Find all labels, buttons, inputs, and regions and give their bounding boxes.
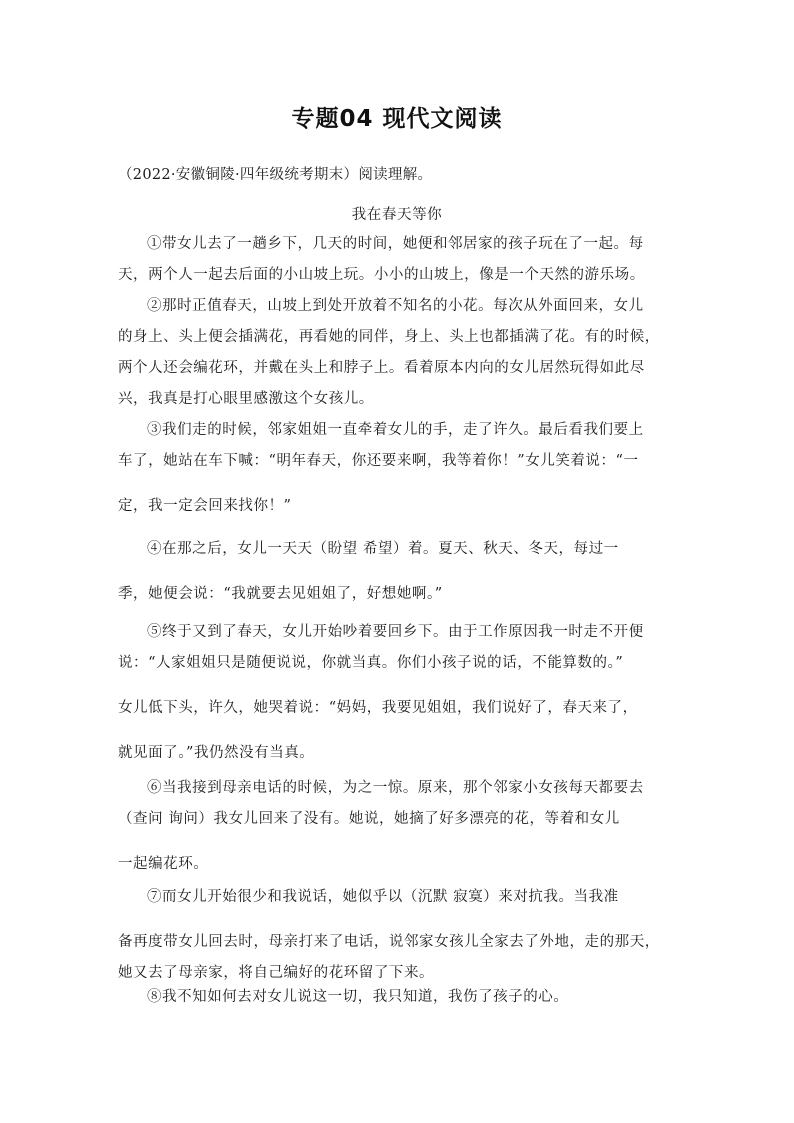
paragraph-line: 兴，我真是打心眼里感激这个女孩儿。 [118,391,374,407]
paragraph-4 [118,534,684,624]
paragraph-line: 就见面了。”我仍然没有当真。 [118,745,315,761]
paragraph-line: 女儿低下头，许久，她哭着说：“妈妈，我要见姐姐，我们说好了，春天来了， [118,700,638,716]
paragraph-3 [118,415,684,536]
paragraph-line: 两个人还会编花环，并戴在头上和脖子上。看着原本内向的女儿居然玩得如此尽 [118,360,645,376]
paragraph-line: ②那时正值春天，山坡上到处开放着不知名的小花。每次从外面回来，女儿 [147,298,644,314]
paragraph-line: ⑧我不知如何去对女儿说这一切，我只知道，我伤了孩子的心。 [147,989,569,1005]
essay-title: 我在春天等你 [351,207,443,223]
paragraph-1 [118,229,684,291]
paragraph-6 [118,773,684,894]
paragraph-line: 季，她便会说：“我就要去见姐姐了，好想她啊。” [118,586,443,602]
paragraph-8 [118,982,684,1013]
paragraph-line: 定，我一定会回来找你！” [118,498,292,514]
document-title: 专题04 现代文阅读 [291,106,503,132]
paragraph-line: ①带女儿去了一趟乡下，几天的时间，她便和邻居家的孩子玩在了一起。每 [147,236,644,252]
paragraph-line: 备再度带女儿回去时，母亲打来了电话，说邻家女孩儿全家去了外地，走的那天， [118,934,660,950]
paragraph-7 [118,882,684,989]
paragraph-line: ③我们走的时候，邻家姐姐一直牵着女儿的手，走了许久。最后看我们要上 [147,422,644,438]
paragraph-2 [118,291,684,415]
paragraph-line: ④在那之后，女儿一天天（盼望 希望）着。夏天、秋天、冬天，每过一 [147,541,619,557]
paragraph-line: ⑥当我接到母亲电话的时候，为之一惊。原来，那个邻家小女孩每天都要去 [147,780,644,796]
paragraph-line: 一起编花环。 [118,856,209,872]
paragraph-line: 说：“人家姐姐只是随便说说，你就当真。你们小孩子说的话，不能算数的。” [118,655,624,671]
paragraph-line: ⑤终于又到了春天，女儿开始吵着要回乡下。由于工作原因我一时走不开便 [147,624,644,640]
paragraph-line: 的身上、头上便会插满花，再看她的同伴，身上、头上也都插满了花。有的时候， [118,329,660,345]
paragraph-line: 车了，她站在车下喊：“明年春天，你还要来啊，我等着你！”女儿笑着说：“一 [118,453,639,469]
paragraph-line: ⑦而女儿开始很少和我说话，她似乎以（沉默 寂寞）来对抗我。当我准 [147,889,619,905]
paragraph-line: 她又去了母亲家，将自己编好的花环留了下来。 [118,965,435,981]
paragraph-line: 天，两个人一起去后面的小山坡上玩。小小的山坡上，像是一个天然的游乐场。 [118,267,645,283]
paragraph-line: （查问 询问）我女儿回来了没有。她说，她摘了好多漂亮的花，等着和女儿 [118,811,620,827]
paragraph-5 [118,617,684,783]
question-source: （2022·安徽铜陵·四年级统考期末）阅读理解。 [118,167,433,183]
